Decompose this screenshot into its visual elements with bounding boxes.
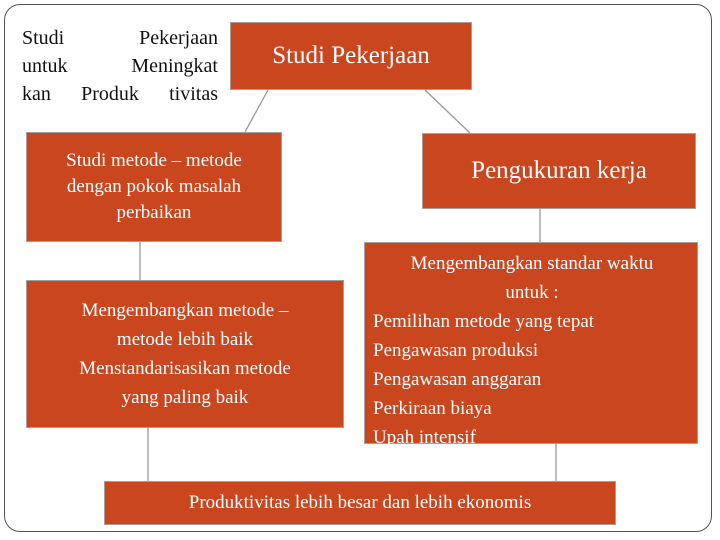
title-line: kan Produk tivitas	[22, 83, 218, 105]
box-label: Produktivitas lebih besar dan lebih ekonomis	[188, 492, 532, 513]
box-line: metode lebih baik	[116, 329, 254, 350]
list-item: Pengawasan anggaran	[373, 369, 542, 390]
box-mengembangkan-metode	[26, 280, 344, 428]
list-item: Upah intensif	[373, 427, 476, 448]
list-item: Pengawasan produksi	[373, 340, 539, 361]
box-label: Pengukuran kerja	[471, 157, 647, 184]
box-label: Studi Pekerjaan	[272, 42, 430, 69]
slide-title	[22, 24, 218, 108]
connector-root-metode	[245, 90, 268, 132]
box-studi-metode	[26, 132, 282, 242]
box-standar-waktu	[364, 242, 698, 448]
box-heading-line: untuk :	[505, 282, 559, 303]
box-pengukuran-kerja	[422, 133, 696, 209]
box-line: yang paling baik	[121, 387, 249, 408]
box-line: Mengembangkan metode –	[81, 300, 289, 321]
box-line: perbaikan	[116, 202, 192, 223]
box-line: Menstandarisasikan metode	[79, 358, 291, 379]
box-heading-line: Mengembangkan standar waktu	[410, 253, 654, 274]
box-studi-pekerjaan	[230, 22, 472, 90]
connector-root-pengukuran	[425, 90, 470, 133]
list-item: Perkiraan biaya	[373, 398, 492, 419]
box-line: dengan pokok masalah	[66, 176, 242, 197]
box-produktivitas	[104, 481, 616, 525]
title-line: Studi Pekerjaan	[22, 27, 218, 49]
box-line: Studi metode – metode	[66, 150, 242, 171]
title-line: untuk Meningkat	[22, 55, 218, 77]
list-item: Pemilihan metode yang tepat	[373, 311, 595, 332]
